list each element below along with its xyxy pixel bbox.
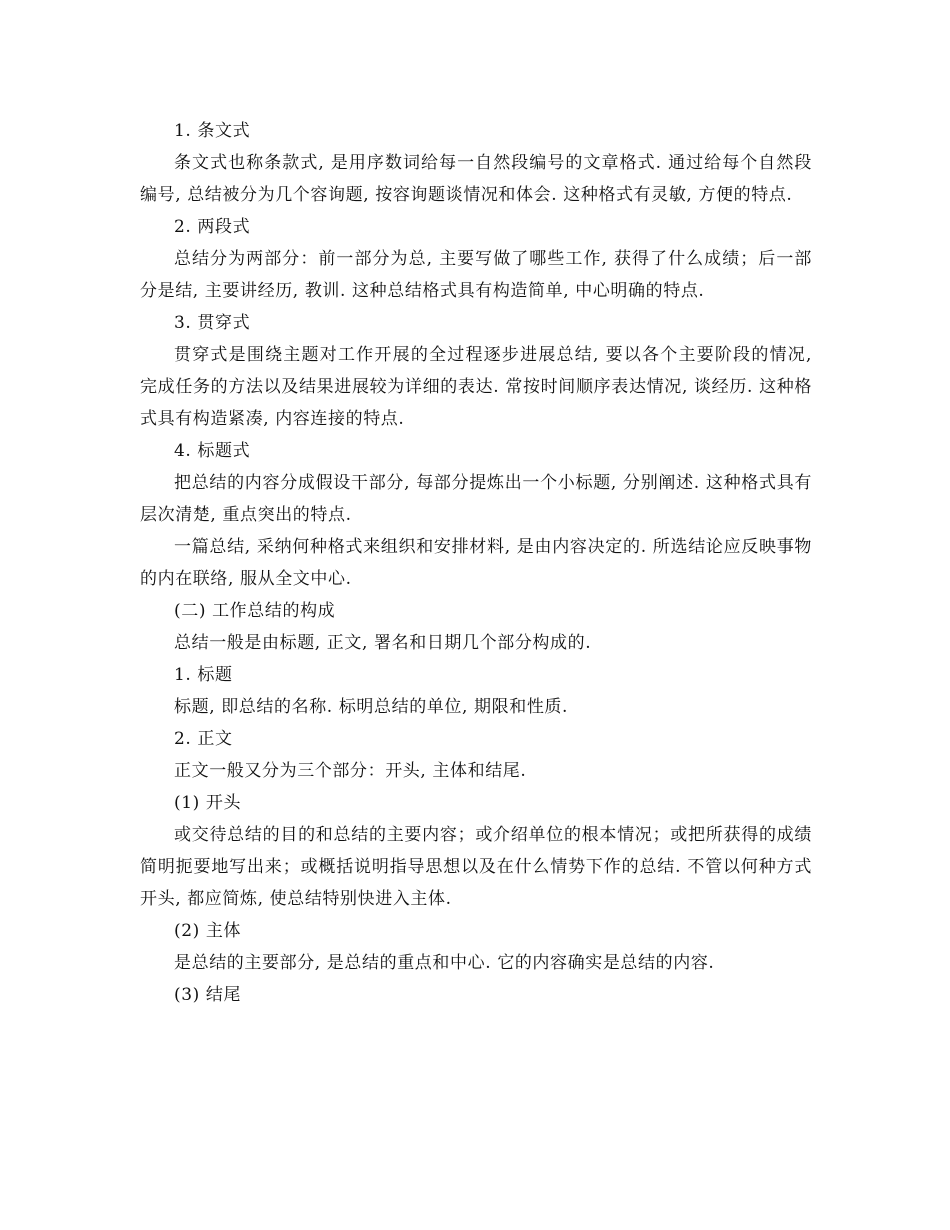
heading-1-title: 1. 标题 <box>174 665 233 685</box>
subheading-ending: (3) 结尾 <box>174 985 242 1005</box>
paragraph-main: 是总结的主要部分, 是总结的重点和中心. 它的内容确实是总结的内容. <box>174 953 715 973</box>
subheading-opening: (1) 开头 <box>174 793 242 813</box>
paragraph-biaotishi: 把总结的内容分成假设干部分, 每部分提炼出一个小标题, 分别阐述. 这种格式具有层次清楚, 重点突出的特点. <box>140 473 812 525</box>
paragraph-tiaowenshi: 条文式也称条款式, 是用序数词给每一自然段编号的文章格式. 通过给每个自然段编号, 总结被分为几个容询题, 按容询题谈情况和体会. 这种格式有灵敏, 方便的特点. <box>140 153 812 205</box>
heading-3-guanchuanshi: 3. 贯穿式 <box>174 313 251 333</box>
heading-4-biaotishi: 4. 标题式 <box>174 441 251 461</box>
paragraph-guanchuanshi: 贯穿式是围绕主题对工作开展的全过程逐步进展总结, 要以各个主要阶段的情况, 完成任务的方法以及结果进展较为详细的表达. 常按时间顺序表达情况, 谈经历. 这种格式具有构造紧凑, 内容连接的特点. <box>140 345 812 429</box>
heading-2-liangduanshi: 2. 两段式 <box>174 217 251 237</box>
paragraph-composition: 总结一般是由标题, 正文, 署名和日期几个部分构成的. <box>174 633 592 653</box>
paragraph-liangduanshi: 总结分为两部分：前一部分为总, 主要写做了哪些工作, 获得了什么成绩；后一部分是结, 主要讲经历, 教训. 这种总结格式具有构造简单, 中心明确的特点. <box>140 249 812 301</box>
subheading-main: (2) 主体 <box>174 921 242 941</box>
heading-2-body: 2. 正文 <box>174 729 233 749</box>
paragraph-opening: 或交待总结的目的和总结的主要内容；或介绍单位的根本情况；或把所获得的成绩简明扼要地写出来；或概括说明指导思想以及在什么情势下作的总结. 不管以何种方式开头, 都应简炼, 使总结特别快进入主体. <box>140 825 812 909</box>
document-body <box>140 115 812 1011</box>
section-heading-composition: (二) 工作总结的构成 <box>174 601 336 621</box>
heading-1-tiaowenshi: 1. 条文式 <box>174 121 251 141</box>
paragraph-title: 标题, 即总结的名称. 标明总结的单位, 期限和性质. <box>174 697 569 717</box>
paragraph-format-choice: 一篇总结, 采纳何种格式来组织和安排材料, 是由内容决定的. 所选结论应反映事物的内在联络, 服从全文中心. <box>140 537 812 589</box>
paragraph-body-parts: 正文一般又分为三个部分：开头, 主体和结尾. <box>174 761 527 781</box>
